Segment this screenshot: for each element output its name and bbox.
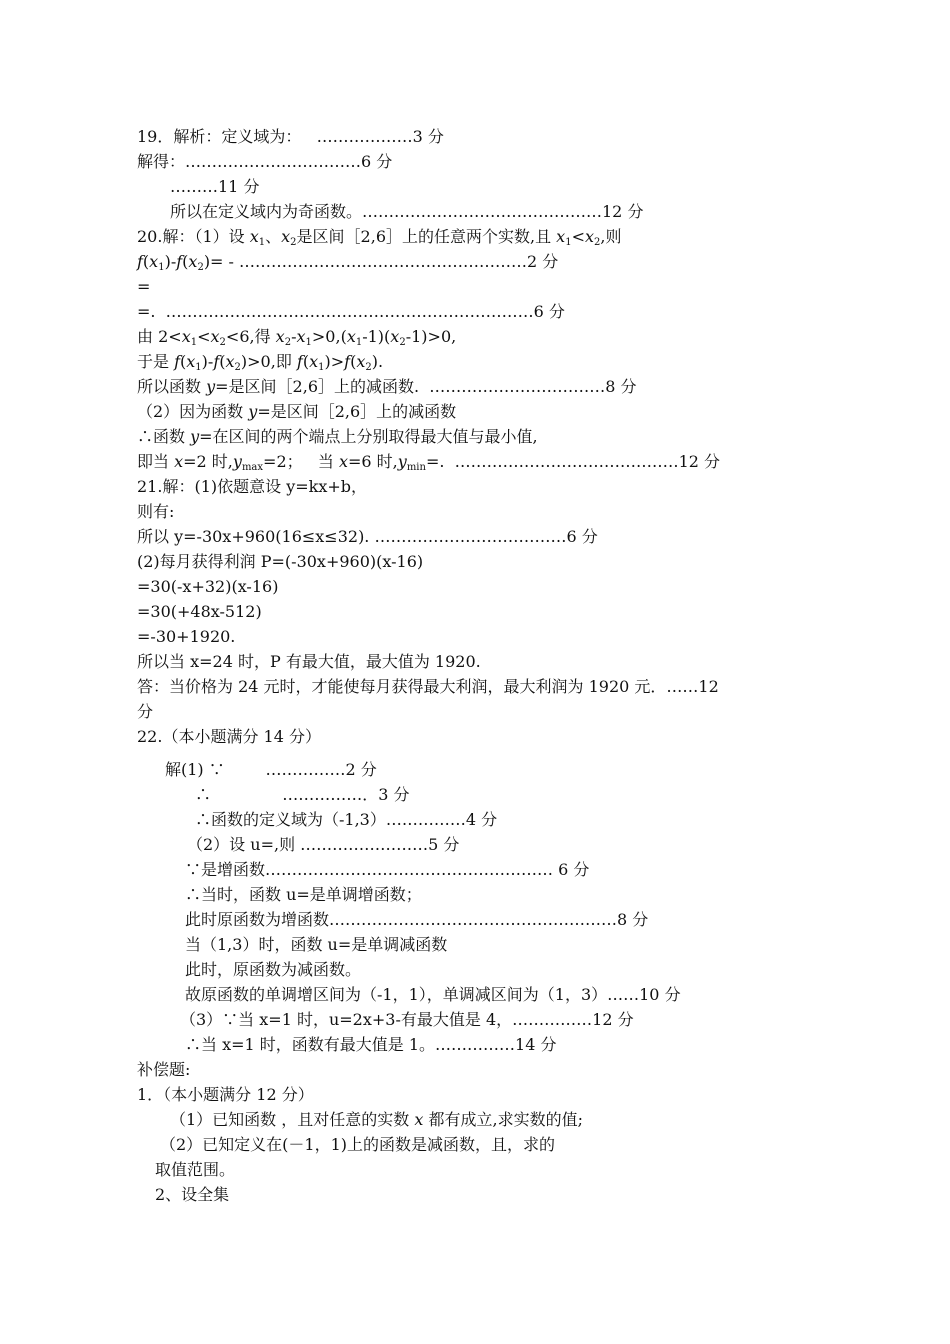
line-20-equals-1: = <box>137 277 151 296</box>
line-22-title: 22.（本小题满分 14 分） <box>137 727 321 746</box>
line-22-final: ∴当 x=1 时，函数有最大值是 1。……………14 分 <box>185 1035 557 1054</box>
line-19-conclusion: 所以在定义域内为奇函数。………………………………………12 分 <box>170 202 644 221</box>
line-20-therefore: 于是 $f(x_1)-f(x_2)>0$,即 $f(x_1)>f(x_2)$. <box>137 352 384 373</box>
line-supp-1-range: 取值范围。 <box>155 1160 236 1179</box>
line-22-solve-1: 解(1) ∵ ……………2 分 <box>165 760 377 779</box>
line-22-part2: （2）设 u=,则 ……………………5 分 <box>187 835 460 854</box>
line-22-u-decreasing: 当（1,3）时，函数 u=是单调减函数 <box>185 935 448 954</box>
line-22-domain: ∴函数的定义域为（-1,3）……………4 分 <box>195 810 498 829</box>
line-22-increasing: ∵是增函数……………………………………………… 6 分 <box>185 860 590 879</box>
line-supp-1-part2: （2）已知定义在(－1，1)上的函数是减函数，且，求的 <box>160 1135 556 1154</box>
line-22-therefore-1: ∴ ……………．3 分 <box>195 785 410 804</box>
line-22-orig-increasing: 此时原函数为增函数………………………………………………8 分 <box>185 910 649 929</box>
line-22-intervals: 故原函数的单调增区间为（-1，1），单调减区间为（1，3）……10 分 <box>185 985 681 1004</box>
line-20-inequality: 由 $2<x_1<x_2<6$,得 $x_2-x_1>0,(x_1-1)(x_2-1)>0$, <box>137 327 457 348</box>
line-20-setup: 20.解：（1）设 $x_1$、$x_2$是区间［2,6］上的任意两个实数,且 $x_1<x_2$,则 <box>137 227 622 248</box>
line-supp-1-part1: （1）已知函数 ，且对任意的实数 x 都有成立,求实数的值; <box>170 1110 583 1129</box>
line-22-u-increasing: ∴当时，函数 u=是单调增函数； <box>185 885 422 904</box>
line-21-profit: (2)每月获得利润 P=(-30x+960)(x-16) <box>137 552 424 571</box>
line-21-answer-cont: 分 <box>137 702 154 721</box>
line-20-part2: （2）因为函数 y=是区间［2,6］上的减函数 <box>137 402 457 421</box>
line-21-have: 则有: <box>137 502 175 521</box>
line-21-setup: 21.解：(1)依题意设 y=kx+b， <box>137 477 368 496</box>
line-20-max-min: 即当 x=2 时$,y_{max}=2$； 当 x=6 时$,y_{min}=$. ……………………………………12 分 <box>137 452 721 473</box>
line-19-domain: 19．解析：定义域为： ………………3 分 <box>137 127 444 146</box>
line-19-dots: ………11 分 <box>170 177 260 196</box>
line-21-step-2: =30(+48x-512) <box>137 602 262 621</box>
line-22-part3: （3）∵当 x=1 时，u=2x+3-有最大值是 4，……………12 分 <box>180 1010 634 1029</box>
line-20-equals-2: =. ……………………………………………………………6 分 <box>137 302 565 321</box>
line-21-step-3: =-30+1920. <box>137 627 236 646</box>
line-21-maximum: 所以当 x=24 时，P 有最大值，最大值为 1920. <box>137 652 481 671</box>
line-supplement-title: 补偿题: <box>137 1060 191 1079</box>
line-21-step-1: =30(-x+32)(x-16) <box>137 577 279 596</box>
line-20-difference: $f(x_1)-f(x_2)=$ - ………………………………………………2 分 <box>137 252 559 273</box>
line-20-extremes: ∴函数 y=在区间的两个端点上分别取得最大值与最小值, <box>137 427 538 446</box>
line-21-answer: 答：当价格为 24 元时，才能使每月获得最大利润，最大利润为 1920 元．……12 <box>137 677 719 696</box>
line-19-solve: 解得：……………………………6 分 <box>137 152 393 171</box>
line-21-linear: 所以 y=-30x+960(16≤x≤32). ………………………………6 分 <box>137 527 598 546</box>
line-supp-2: 2、设全集 <box>155 1185 230 1204</box>
line-20-decreasing: 所以函数 y=是区间［2,6］上的减函数. ……………………………8 分 <box>137 377 637 396</box>
line-supp-1-title: 1．（本小题满分 12 分） <box>137 1085 314 1104</box>
line-22-orig-decreasing: 此时，原函数为减函数。 <box>185 960 362 979</box>
